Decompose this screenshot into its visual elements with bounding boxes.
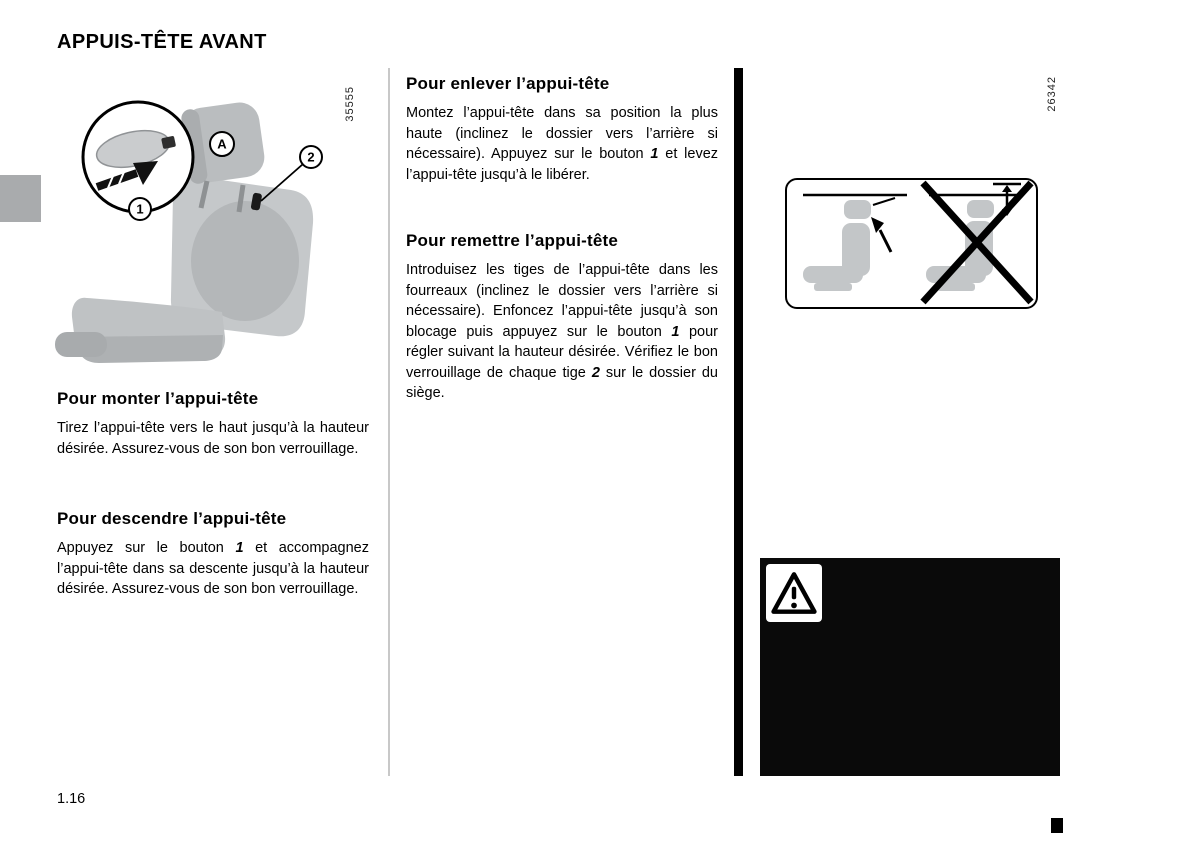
section-body: Introduisez les tiges de l’appui-tête dans les fourreaux (inclinez le dossier vers l’arrière si nécessaire). Enfoncez l’appui-tête jusqu’à son blocage puis appuyez sur le bouton 1 pour régler suivant la hauteur désirée. Vérifiez le bon verrouillage de chaque tige 2 sur le dossier du siège.	[406, 262, 718, 401]
section-remettre-appui-tete	[406, 231, 718, 404]
zoom-detail-circle	[83, 102, 193, 212]
section-heading: Pour enlever l’appui-tête	[406, 74, 610, 93]
ref-button-1: 1	[650, 146, 659, 162]
seat-scene-correct	[803, 195, 907, 291]
callout-1-label: 1	[136, 201, 144, 217]
section-heading: Pour descendre l’appui-tête	[57, 509, 287, 528]
page-title: APPUIS-TÊTE AVANT	[57, 31, 267, 53]
section-heading: Pour remettre l’appui-tête	[406, 231, 619, 250]
figure-ref-seat: 35555	[344, 86, 356, 122]
section-body: Tirez l’appui-tête vers le haut jusqu’à la hauteur désirée. Assurez-vous de son bon verrouillage.	[57, 420, 369, 457]
section-heading: Pour monter l’appui-tête	[57, 389, 259, 408]
ref-button-1: 1	[671, 323, 680, 340]
corner-mark	[1051, 818, 1063, 833]
crossed-seats-illustration	[785, 178, 1038, 309]
callout-1	[129, 198, 151, 220]
adjust-arrow-icon	[871, 217, 891, 252]
warning-panel	[760, 558, 1060, 776]
column-divider-thin	[388, 68, 390, 776]
section-monter-appui-tete	[57, 389, 369, 459]
column-divider-thick	[734, 68, 743, 776]
page-number: 1.16	[57, 791, 86, 807]
section-body: Appuyez sur le bouton 1 et accompagnez l’appui-tête dans sa descente jusqu’à la hauteur désirée. Assurez-vous de son bon verrouillage.	[57, 540, 369, 597]
section-enlever-appui-tete	[406, 74, 718, 185]
seat-illustration	[55, 85, 370, 380]
warning-icon-box	[766, 564, 822, 622]
section-body: Montez l’appui-tête dans sa position la plus haute (inclinez le dossier vers l’arrière si nécessaire). Appuyez sur le bouton 1 et levez l’appui-tête jusqu’à le libérer.	[406, 105, 719, 183]
section-descendre-appui-tete	[57, 509, 369, 600]
seat-armrest	[55, 332, 107, 357]
callout-2-label: 2	[307, 149, 315, 165]
warning-triangle-icon	[770, 568, 818, 618]
callout-a-label: A	[217, 136, 227, 152]
chapter-tab	[0, 175, 41, 222]
figure-ref-crossed-seats: 26342	[1046, 76, 1058, 112]
callout-a	[210, 132, 234, 156]
ref-button-1: 1	[235, 540, 244, 556]
ref-rod-2: 2	[591, 364, 600, 381]
seat-scene-wrong	[923, 183, 1031, 302]
